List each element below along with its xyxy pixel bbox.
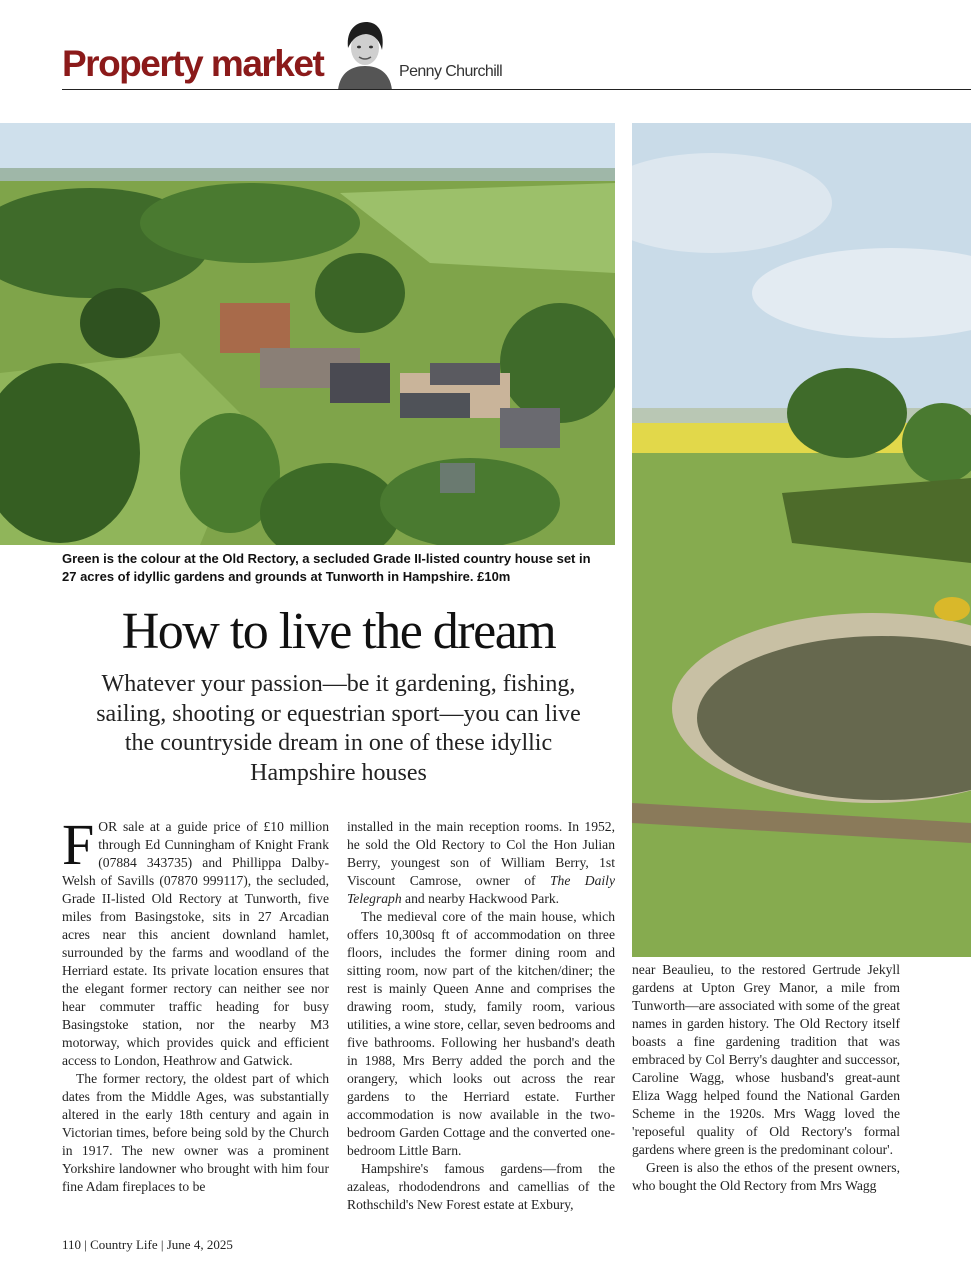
paragraph bbox=[347, 818, 615, 908]
paragraph: Green is also the ethos of the present owners, who bought the Old Rectory from Mrs Wagg bbox=[632, 1160, 900, 1193]
paragraph: The former rectory, the oldest part of which dates from the Middle Ages, was substantially altered in the early 18th century and again in Victorian times, before being sold by the Church in 1917. The new owner was a prominent Yorkshire landowner who brought with him four fine Adam fireplaces to be bbox=[62, 1071, 329, 1194]
author-portrait bbox=[332, 18, 398, 90]
standfirst: Whatever your passion—be it gardening, fishing, sailing, shooting or equestrian sport—you can live the countryside dream in one of these idyllic Hampshire houses bbox=[96, 671, 581, 786]
headline: How to live the dream bbox=[121, 603, 556, 660]
section-title: Property market bbox=[62, 43, 324, 84]
publication-title: The Daily Telegraph bbox=[347, 873, 615, 906]
paragraph: near Beaulieu, to the restored Gertrude Jekyll gardens at Upton Grey Manor, a mile from Tunworth—are associated with some of the great names in garden history. The Old Rectory itself boasts a fine gardening tradition that was embraced by Col Berry's daughter and successor, Caroline Wagg, whose husband's great-aunt Eliza Wagg helped found the National Garden Scheme in the 1920s. Mrs Wagg loved the 'reposeful quality of Old Rectory's formal gardens where green is the predominant colour'. bbox=[632, 962, 900, 1157]
header-rule bbox=[62, 89, 971, 90]
page-folio: 110 | Country Life | June 4, 2025 bbox=[62, 1237, 233, 1252]
photo-caption: Green is the colour at the Old Rectory, a secluded Grade II-listed country house set in 27 acres of idyllic gardens and grounds at Tunworth in Hampshire. £10m bbox=[62, 551, 591, 584]
dropcap: F bbox=[62, 812, 95, 877]
body-column-2 bbox=[347, 818, 615, 1214]
paragraph: Hampshire's famous gardens—from the azaleas, rhododendrons and camellias of the Rothschild's New Forest estate at Exbury, bbox=[347, 1161, 615, 1212]
paragraph-text: installed in the main reception rooms. In 1952, he sold the Old Rectory to Col the Hon Julian Berry, youngest son of William Berry, 1st Viscount Camrose, owner of bbox=[347, 819, 615, 888]
paragraph-text: OR sale at a guide price of £10 million through Ed Cunningham of Knight Frank (07884 343735) and Phillippa Dalby-Welsh of Savills (07870 999117), the secluded, Grade II-listed Old Rectory at Tunworth, five miles from Basingstoke, sits in 27 Arcadian acres near this ancient downland hamlet, surrounded by the farms and woodland of the Herriard estate. Its private location ensures that the elegant former rectory can neither see nor hear commuter traffic heading for busy Basingstoke station, nor the nearby M3 motorway, which provides quick and efficient access to London, Heathrow and Gatwick. bbox=[62, 819, 329, 1068]
page-header bbox=[62, 18, 971, 90]
aerial-photo-old-rectory bbox=[0, 123, 615, 545]
paragraph: The medieval core of the main house, which offers 10,300sq ft of accommodation on three floors, includes the former dining room and sitting room, now part of the kitchen/diner; the rest is mainly Queen Anne and comprises the drawing room, study, family room, various utilities, a wine store, cellar, seven bedrooms and five bathrooms. Following her husband's death in 1988, Mrs Berry added the porch and the orangery, which looks out across the rear gardens to the Herriard estate. Further accommodation is now available in the two-bedroom Garden Cottage and the converted one-bedroom Little Barn. bbox=[347, 909, 615, 1158]
garden-pond-photo bbox=[632, 123, 971, 957]
paragraph-text: and nearby Hackwood Park. bbox=[401, 891, 560, 906]
body-column-3 bbox=[632, 961, 900, 1195]
author-byline: Penny Churchill bbox=[399, 63, 503, 80]
body-column-1 bbox=[62, 812, 329, 1196]
paragraph bbox=[62, 812, 329, 1070]
